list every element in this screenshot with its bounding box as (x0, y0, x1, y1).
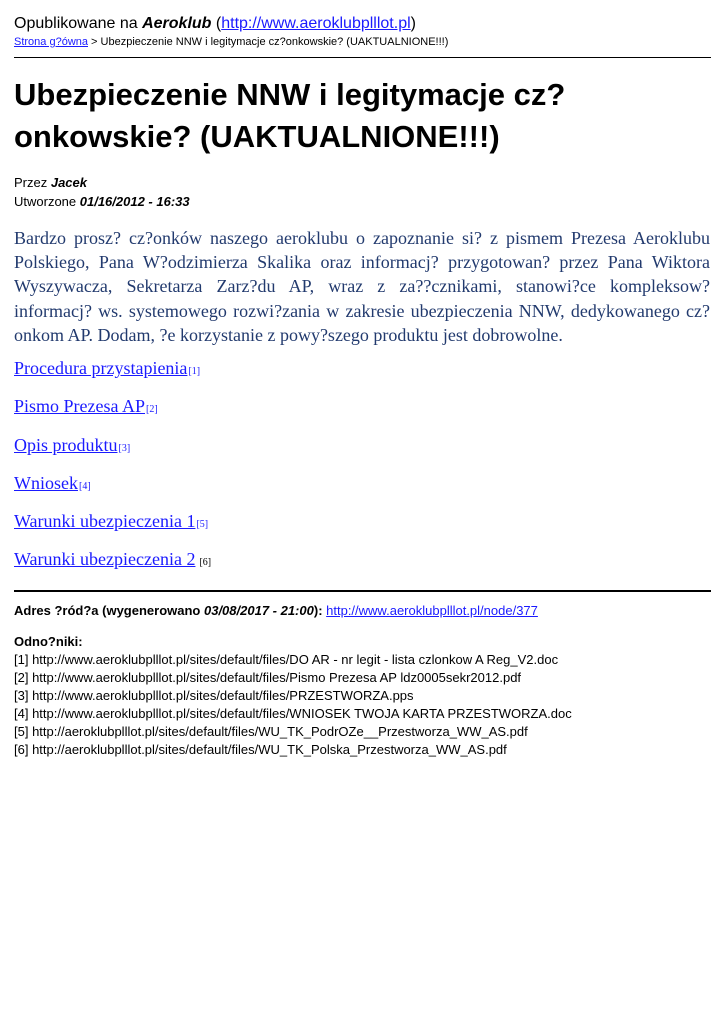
footnotes-heading: Odno?niki: (14, 634, 83, 649)
source-label: Adres ?ród?a (wygenerowano (14, 603, 204, 618)
attachment-links (14, 355, 211, 585)
source-colon: ): (313, 603, 327, 618)
source-url-link[interactable]: http://www.aeroklubplllot.pl/node/377 (326, 603, 538, 618)
attachment-item (14, 393, 211, 431)
attachment-link-wniosek[interactable]: Wniosek (14, 472, 78, 493)
created-label: Utworzone (14, 194, 80, 209)
attachment-link-warunki-2[interactable]: Warunki ubezpieczenia 2 (14, 549, 196, 570)
breadcrumb-current: Ubezpieczenie NNW i legitymacje cz?onkowskie? (UAKTUALNIONE!!!) (100, 36, 449, 48)
attachment-item (14, 508, 211, 546)
attachment-link-pismo[interactable]: Pismo Prezesa AP (14, 396, 146, 417)
site-name: Aeroklub (142, 15, 212, 32)
page-title: Ubezpieczenie NNW i legitymacje cz?onkowskie? (UAKTUALNIONE!!!) (14, 77, 566, 154)
created-line (14, 192, 190, 211)
footnote-ref: [5] (196, 519, 209, 531)
attachment-link-warunki-1[interactable]: Warunki ubezpieczenia 1 (14, 511, 196, 532)
attachment-item (14, 546, 211, 584)
attachment-item (14, 470, 211, 508)
breadcrumb-separator: > (88, 36, 101, 48)
author-line (14, 173, 190, 192)
footnote-item: [5] http://aeroklubplllot.pl/sites/default/files/WU_TK_PodrOZe__Przestworza_WW_AS.pdf (14, 724, 528, 739)
content-divider (14, 590, 711, 592)
open-paren: ( (211, 15, 222, 32)
footnote-ref: [6] (199, 557, 212, 569)
source-date: 03/08/2017 - 21:00 (203, 603, 314, 618)
header-divider (14, 57, 711, 58)
footnote-ref: [4] (78, 480, 91, 492)
footnote-item: [3] http://www.aeroklubplllot.pl/sites/default/files/PRZESTWORZA.pps (14, 688, 414, 703)
footnote-ref: [1] (188, 366, 201, 377)
footnote-item: [4] http://www.aeroklubplllot.pl/sites/default/files/WNIOSEK TWOJA KARTA PRZESTWORZA.doc (14, 706, 572, 721)
footnote-ref: [2] (146, 404, 158, 416)
close-paren: ) (410, 15, 416, 32)
article-meta (14, 173, 190, 211)
attachment-link-opis[interactable]: Opis produktu (14, 434, 118, 455)
footnote-item: [2] http://www.aeroklubplllot.pl/sites/default/files/Pismo Prezesa AP ldz0005sekr2012.pdf (14, 670, 522, 685)
page-header (14, 14, 714, 49)
site-url-link[interactable]: http://www.aeroklubplllot.pl (221, 15, 411, 32)
footnote-item: [6] http://aeroklubplllot.pl/sites/default/files/WU_TK_Polska_Przestworza_WW_AS.pdf (14, 742, 507, 757)
breadcrumb (14, 35, 714, 49)
attachment-link-procedura[interactable]: Procedura przystapienia (14, 358, 188, 378)
footnote-item: [1] http://www.aeroklubplllot.pl/sites/default/files/DO AR - nr legit - lista czlonkow A Reg_V2.doc (14, 652, 559, 667)
published-on-line (14, 14, 714, 34)
attachment-item (14, 355, 211, 393)
source-address (14, 602, 538, 620)
footnotes (14, 633, 572, 759)
created-date: 01/16/2012 - 16:33 (79, 194, 190, 209)
breadcrumb-home-link[interactable]: Strona g?ówna (14, 36, 88, 48)
attachment-item (14, 432, 211, 470)
author-label: Przez (14, 175, 51, 190)
footnote-ref: [3] (118, 442, 131, 454)
author-name: Jacek (50, 175, 87, 190)
published-prefix: Opublikowane na (14, 15, 143, 32)
article-body: Bardzo prosz? cz?onków naszego aeroklubu o zapoznanie si? z pismem Prezesa Aeroklubu Polskiego, Pana W?odzimierza Skalika oraz informacj? przygotowan? przez Pana Wiktora Wyszywacza, Sekretarza Zarz?du AP, wraz z za??cznikami, stanowi?ce kompleksow? informacj? ws. systemowego rozwi?zania w zakresie ubezpieczenia NNW, dedykowanego cz?onkom AP. Dodam, ?e korzystanie z powy?szego produktu jest dobrowolne. (14, 228, 710, 345)
